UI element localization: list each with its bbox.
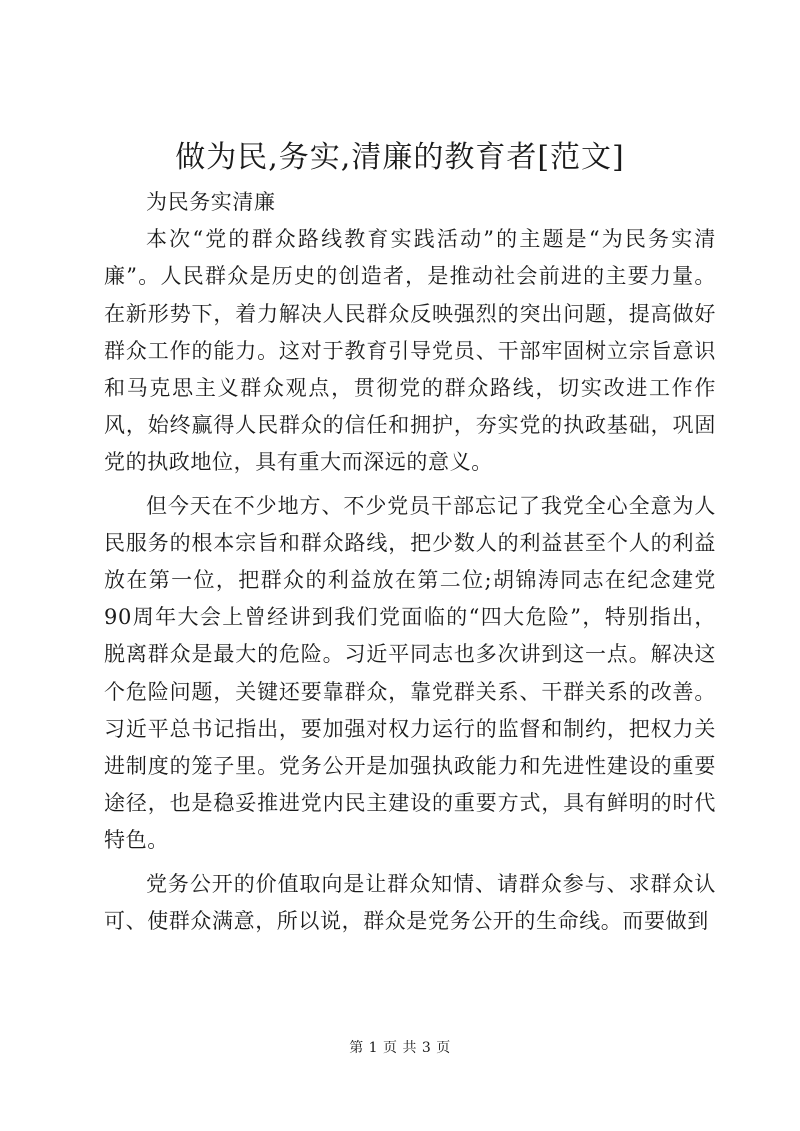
- paragraph: 党务公开的价值取向是让群众知情、请群众参与、求群众认可、使群众满意，所以说，群众是党务公开的生命线。而要做到: [104, 871, 716, 933]
- paragraph-subheading: 为民务实清廉: [146, 190, 276, 214]
- page-footer: 第 1 页 共 3 页: [349, 1040, 451, 1056]
- paragraph: 本次“党的群众路线教育实践活动”的主题是“为民务实清廉”。人民群众是历史的创造者，是推动社会前进的主要力量。在新形势下，着力解决人民群众反映强烈的突出问题，提高做好群众工作的能力。这对于教育引导党员、干部牢固树立宗旨意识和马克思主义群众观点，贯彻党的群众路线，切实改进工作作风，始终赢得人民群众的信任和拥护，夯实党的执政基础，巩固党的执政地位，具有重大而深远的意义。: [104, 227, 716, 475]
- document-body: [104, 184, 716, 940]
- document-title: 做为民,务实,清廉的教育者[范文]: [175, 140, 625, 175]
- paragraph: 但今天在不少地方、不少党员干部忘记了我党全心全意为人民服务的根本宗旨和群众路线，把少数人的利益甚至个人的利益放在第一位，把群众的利益放在第二位;胡锦涛同志在纪念建党90周年大会上曾经讲到我们党面临的“四大危险”，特别指出，脱离群众是最大的危险。习近平同志也多次讲到这一点。解决这个危险问题，关键还要靠群众，靠党群关系、干群关系的改善。习近平总书记指出，要加强对权力运行的监督和制约，把权力关进制度的笼子里。党务公开是加强执政能力和先进性建设的重要途径，也是稳妥推进党内民主建设的重要方式，具有鲜明的时代特色。: [104, 493, 716, 853]
